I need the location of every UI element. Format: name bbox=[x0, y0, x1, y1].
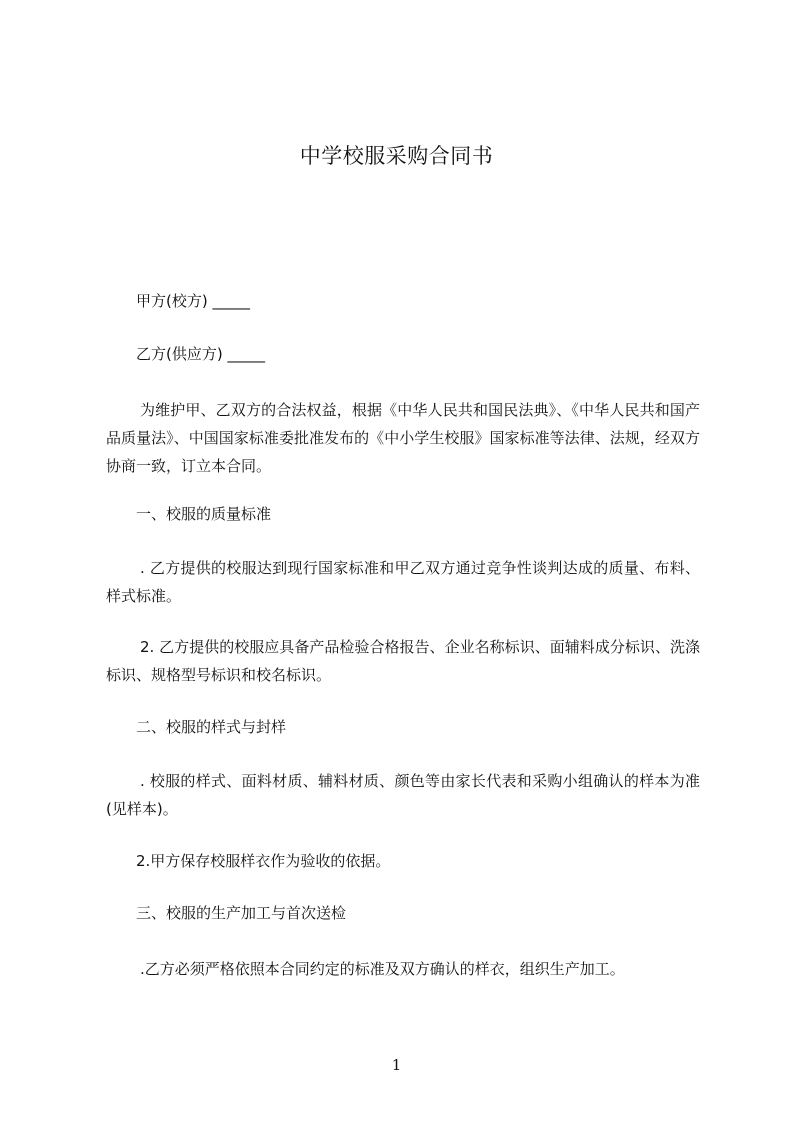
quality-clause-2: 2. 乙方提供的校服应具备产品检验合格报告、企业名称标识、面辅料成分标识、洗涤标识、规格型号标识和校名标识。 bbox=[106, 638, 700, 684]
document-title: 中学校服采购合同书 bbox=[299, 144, 494, 168]
page-number: 1 bbox=[391, 1056, 402, 1074]
quality-clause-1: . 乙方提供的校服达到现行国家标准和甲乙双方通过竞争性谈判达成的质量、布料、样式标准。 bbox=[106, 559, 700, 605]
style-clause-1: . 校服的样式、面料材质、辅料材质、颜色等由家长代表和采购小组确认的样本为准(见样本)。 bbox=[106, 772, 700, 818]
section-heading-style: 二、校服的样式与封样 bbox=[136, 718, 287, 736]
style-clause-2: 2.甲方保存校服样衣作为验收的依据。 bbox=[136, 852, 391, 870]
section-heading-production: 三、校服的生产加工与首次送检 bbox=[136, 904, 347, 922]
party-b-line: 乙方(供应方) _____ bbox=[136, 345, 265, 363]
party-a-line: 甲方(校方) _____ bbox=[136, 292, 250, 310]
section-heading-quality: 一、校服的质量标准 bbox=[136, 505, 272, 523]
production-clause-1: .乙方必须严格依照本合同约定的标准及双方确认的样衣，组织生产加工。 bbox=[140, 960, 625, 978]
preamble-paragraph: 为维护甲、乙双方的合法权益，根据《中华人民共和国民法典》、《中华人民共和国产品质量法》、中国国家标准委批准发布的《中小学生校服》国家标准等法律、法规，经双方协商一致，订立本合同。 bbox=[106, 401, 700, 475]
